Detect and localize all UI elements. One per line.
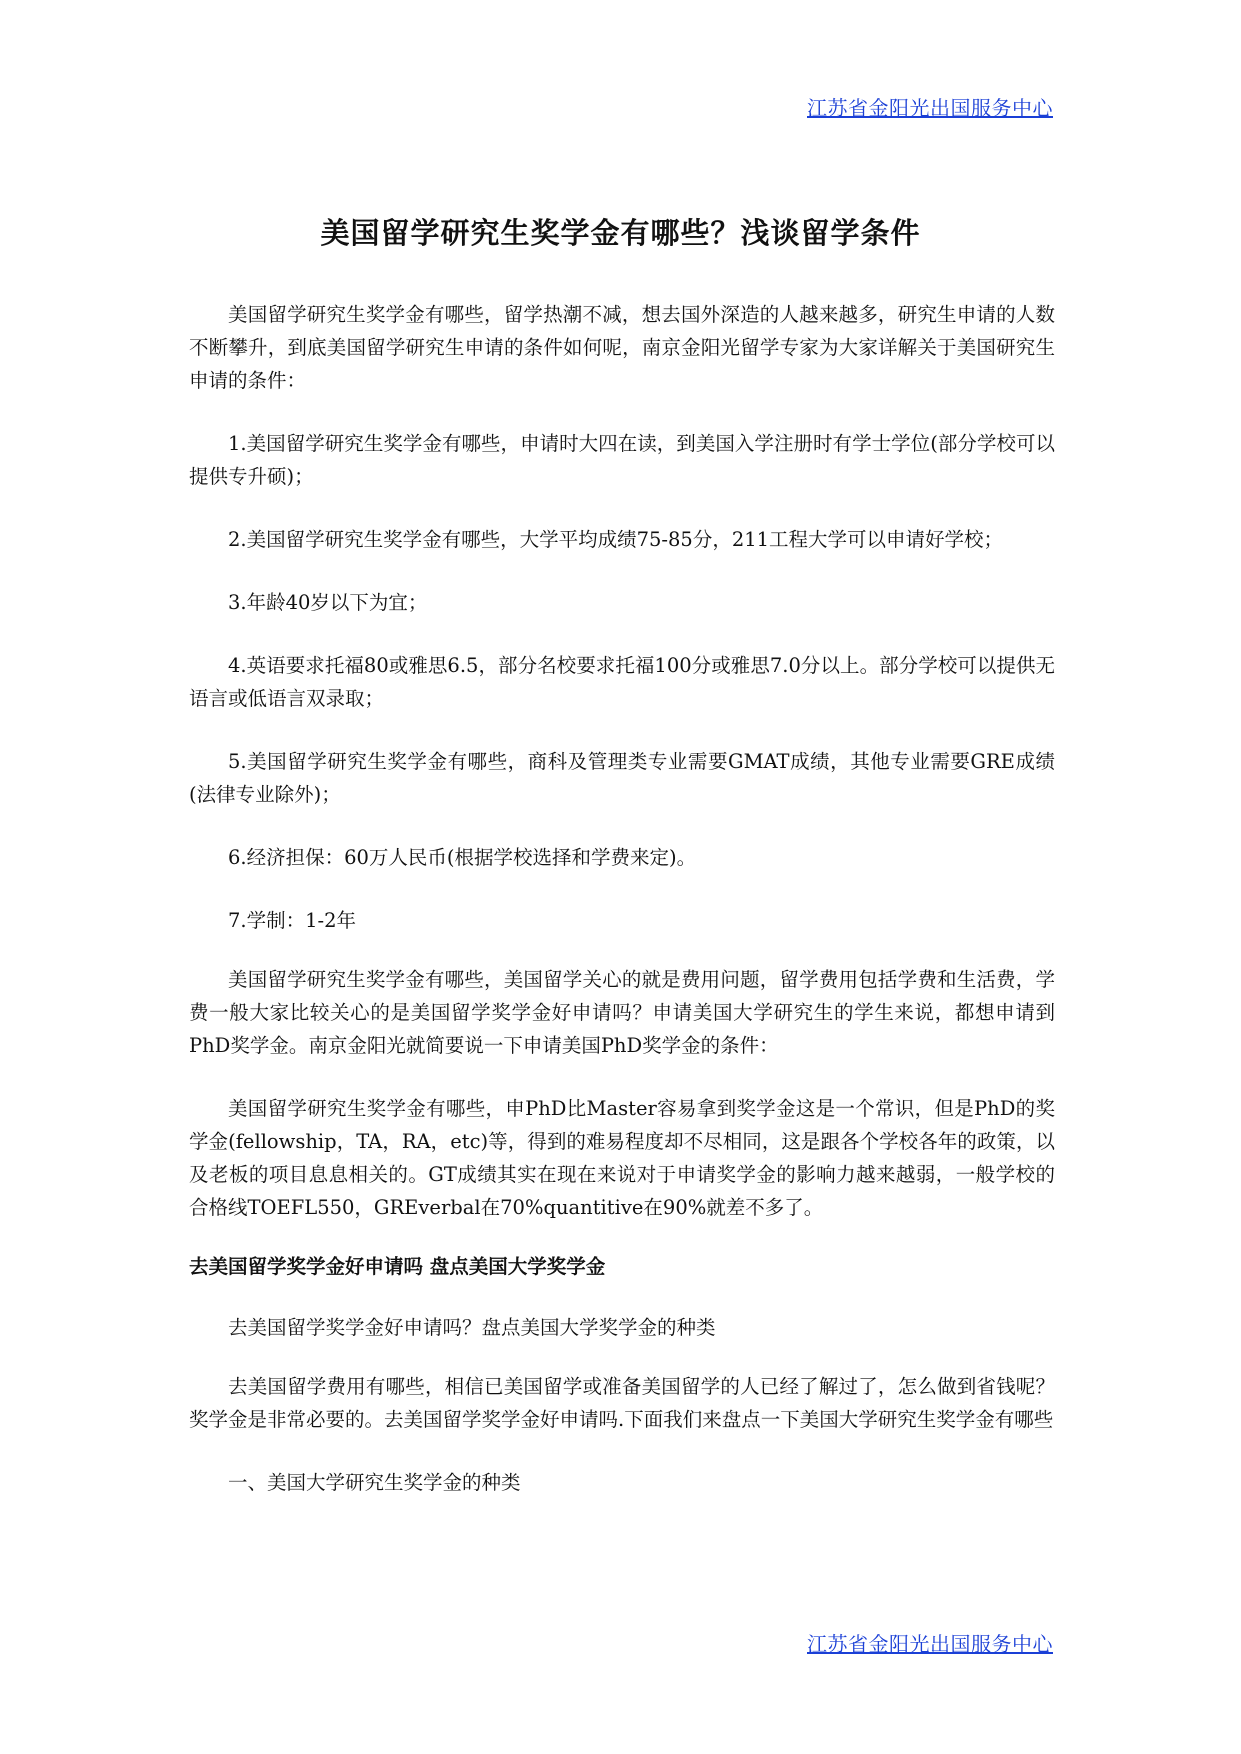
paragraph-intro: 美国留学研究生奖学金有哪些，留学热潮不减，想去国外深造的人越来越多，研究生申请的人数不断攀升，到底美国留学研究生申请的条件如何呢，南京金阳光留学专家为大家详解关于美国研究生申请的条件： — [189, 303, 1055, 392]
paragraph-condition-2: 2.美国留学研究生奖学金有哪些，大学平均成绩75-85分，211工程大学可以申请好学校； — [228, 528, 1004, 551]
paragraph-condition-3: 3.年龄40岁以下为宜； — [228, 591, 428, 614]
paragraph-condition-6: 6.经济担保：60万人民币(根据学校选择和学费来定)。 — [228, 846, 697, 869]
header-org-link[interactable]: 江苏省金阳光出国服务中心 — [807, 96, 1053, 120]
paragraph-condition-4: 4.英语要求托福80或雅思6.5，部分名校要求托福100分或雅思7.0分以上。部分学校可以提供无语言或低语言双录取； — [189, 654, 1055, 710]
paragraph-section-list-item: 一、美国大学研究生奖学金的种类 — [228, 1471, 521, 1494]
page-title: 美国留学研究生奖学金有哪些？浅谈留学条件 — [320, 216, 921, 251]
paragraph-phd-intro: 美国留学研究生奖学金有哪些，美国留学关心的就是费用问题，留学费用包括学费和生活费，学费一般大家比较关心的是美国留学奖学金好申请吗？申请美国大学研究生的学生来说，都想申请到PhD奖学金。南京金阳光就简要说一下申请美国PhD奖学金的条件： — [189, 968, 1055, 1057]
paragraph-condition-5: 5.美国留学研究生奖学金有哪些，商科及管理类专业需要GMAT成绩，其他专业需要GRE成绩(法律专业除外)； — [189, 750, 1055, 806]
paragraph-section-subtitle: 去美国留学奖学金好申请吗？盘点美国大学奖学金的种类 — [228, 1316, 716, 1339]
paragraph-condition-1: 1.美国留学研究生奖学金有哪些，申请时大四在读，到美国入学注册时有学士学位(部分学校可以提供专升硕)； — [189, 432, 1055, 488]
paragraph-section-body: 去美国留学费用有哪些，相信已美国留学或准备美国留学的人已经了解过了，怎么做到省钱呢？奖学金是非常必要的。去美国留学奖学金好申请吗.下面我们来盘点一下美国大学研究生奖学金有哪些 — [189, 1375, 1055, 1431]
paragraph-condition-7: 7.学制：1-2年 — [228, 909, 357, 932]
section-heading: 去美国留学奖学金好申请吗 盘点美国大学奖学金 — [189, 1255, 606, 1278]
article-body — [189, 298, 1055, 1529]
paragraph-phd-details: 美国留学研究生奖学金有哪些，申PhD比Master容易拿到奖学金这是一个常识，但是PhD的奖学金(fellowship，TA，RA，etc)等，得到的难易程度却不尽相同，这是跟各个学校各年的政策，以及老板的项目息息相关的。GT成绩其实在现在来说对于申请奖学金的影响力越来越弱，一般学校的合格线TOEFL550，GREverbal在70%quantitive在90%就差不多了。 — [189, 1097, 1055, 1219]
footer-org-link[interactable]: 江苏省金阳光出国服务中心 — [807, 1632, 1053, 1656]
